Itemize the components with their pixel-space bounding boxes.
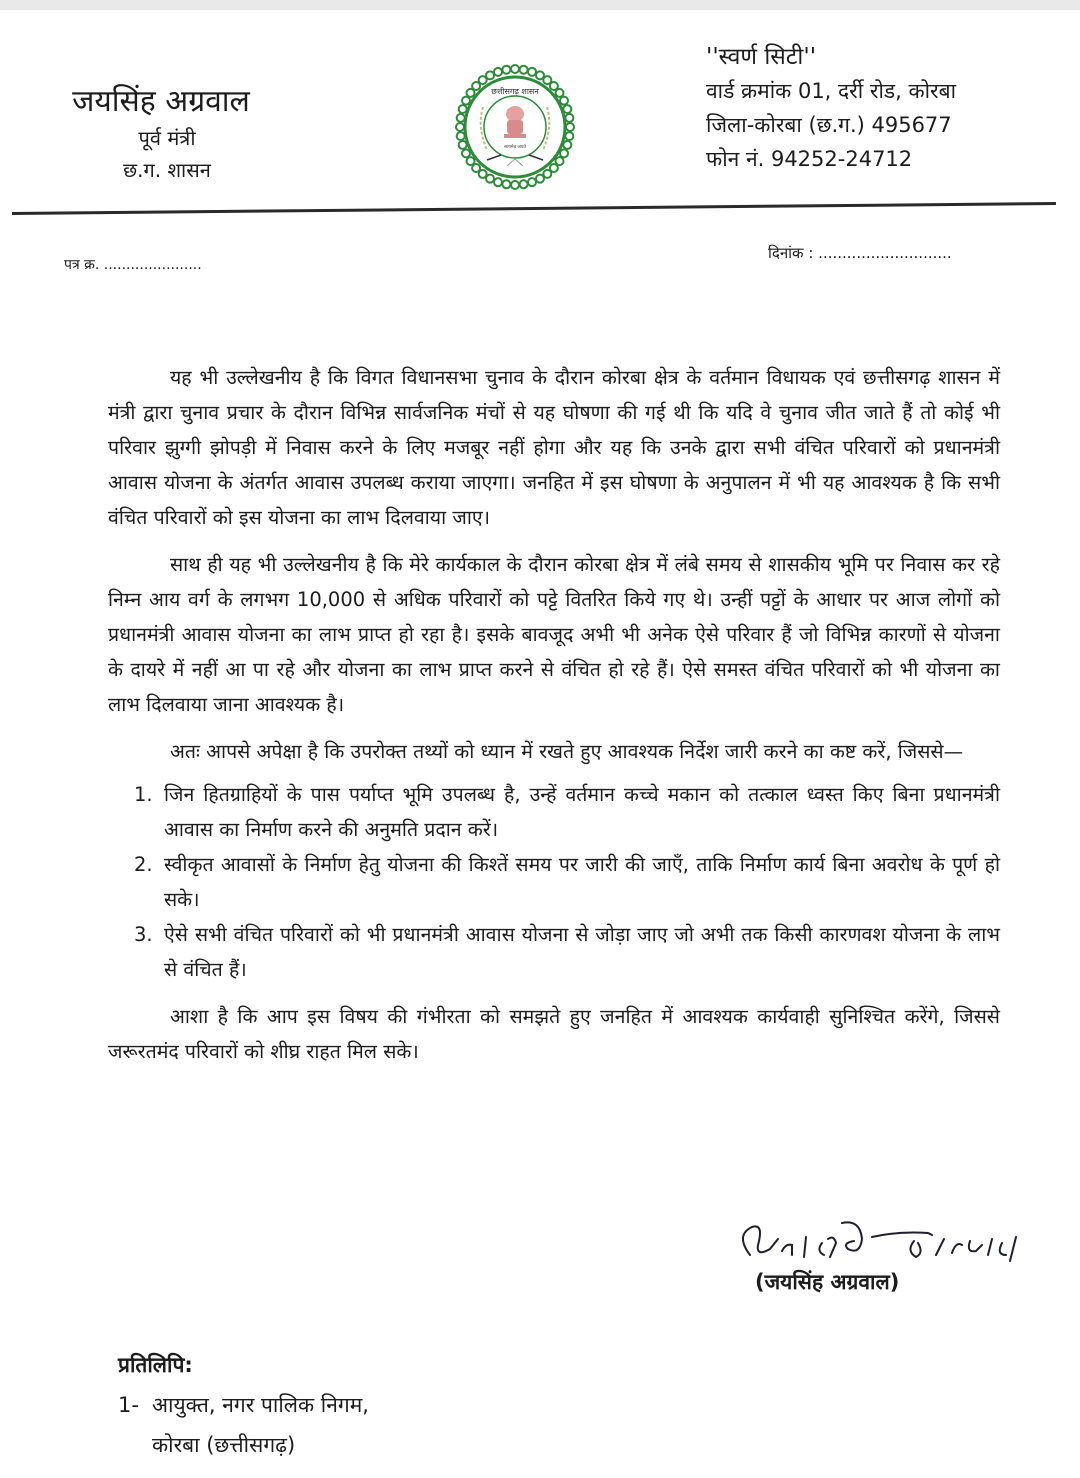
letter-body (108, 360, 1000, 1081)
emblem-scallop (457, 114, 465, 122)
emblem-scallop (565, 114, 573, 122)
emblem-scallop (565, 132, 573, 140)
sender-office: छ.ग. शासन (123, 158, 211, 182)
emblem-scallop (536, 175, 544, 183)
address-line-1: वार्ड क्रमांक 01, दर्री रोड, कोरबा (706, 79, 957, 103)
list-item-text: स्वीकृत आवासों के निर्माण हेतु योजना की किश्तें समय पर जारी की जाएँ, ताकि निर्माण कार्य बिना अवरोध के पूर्ण हो सके। (164, 853, 1000, 911)
emblem-scallop (456, 123, 464, 131)
emblem-scallop (511, 181, 519, 189)
government-emblem-icon (455, 62, 575, 192)
address-venue: ''स्वर्ण सिटी'' (706, 44, 817, 70)
reference-number: पत्र क्र. ...................... (64, 257, 202, 273)
list-item-number: 1. (134, 783, 153, 806)
signatory-name: (जयसिंह अग्रवाल) (755, 1270, 900, 1294)
emblem-scallop (486, 71, 494, 79)
emblem-scallop (462, 149, 470, 157)
list-item-text: ऐसे सभी वंचित परिवारों को भी प्रधानमंत्री आवास योजना से जोड़ा जाए जो अभी तक किसी कारणवश योजना के लाभ से वंचित हैं। (164, 923, 1000, 981)
emblem-scallop (528, 178, 536, 186)
emblem-scallop (502, 180, 510, 188)
list-item (108, 917, 1000, 987)
emblem-scallop (457, 132, 465, 140)
emblem-scallop (511, 65, 519, 73)
list-item (108, 777, 1000, 847)
copy-to-recipient: आयुक्त, नगर पालिक निगम, (152, 1393, 369, 1417)
copy-to-number: 1- (118, 1393, 139, 1417)
emblem-scallop (520, 180, 528, 188)
copy-to-item (118, 1385, 369, 1425)
emblem-scallop (566, 123, 574, 131)
emblem-scallop (494, 68, 502, 76)
emblem-scallop (528, 68, 536, 76)
body-paragraph: अतः आपसे अपेक्षा है कि उपरोक्त तथ्यों को ध्यान में रखते हुए आवश्यक निर्देश जारी करने का कष्ट करें, जिससे— (170, 740, 964, 763)
body-paragraph: यह भी उल्लेखनीय है कि विगत विधानसभा चुनाव के दौरान कोरबा क्षेत्र के वर्तमान विधायक एवं छत्तीसगढ़ शासन में मंत्री द्वारा चुनाव प्रचार के दौरान विभिन्न सार्वजनिक मंचों से यह घोषणा की गई थी कि यदि वे चुनाव जीत जाते हैं तो कोई भी परिवार झुग्गी झोपड़ी में निवास करने के लिए मजबूर नहीं होगा और यह कि उनके द्वारा सभी वंचित परिवारों को प्रधानमंत्री आवास योजना के अंतर्गत आवास उपलब्ध कराया जाएगा। जनहित में इस घोषणा के अनुपालन में भी यह आवश्यक है कि सभी वंचित परिवारों को इस योजना का लाभ दिलवाया जाए। (108, 366, 1000, 529)
sender-block (62, 82, 272, 186)
emblem-scallop (563, 141, 571, 149)
letter-page (0, 10, 1080, 1478)
emblem-scallop (467, 157, 475, 165)
list-item-number: 2. (134, 853, 153, 876)
svg-text:सत्यमेव जयते: सत्यमेव जयते (503, 145, 527, 150)
emblem-scallop (563, 105, 571, 113)
list-item-text: जिन हितग्राहियों के पास पर्याप्त भूमि उपलब्ध है, उन्हें वर्तमान कच्चे मकान को तत्काल ध्वस्त किए बिना प्रधानमंत्री आवास का निर्माण करने की अनुमति प्रदान करें। (164, 783, 1000, 841)
request-list (108, 777, 1000, 987)
emblem-scallop (560, 149, 568, 157)
emblem-scallop (459, 141, 467, 149)
copy-to-heading: प्रतिलिपि: (118, 1353, 193, 1377)
copy-to-block (118, 1345, 369, 1465)
emblem-scallop (494, 178, 502, 186)
svg-text:छत्तीसगढ़ शासन: छत्तीसगढ़ शासन (491, 87, 539, 96)
emblem-scallop (560, 97, 568, 105)
emblem-scallop (502, 66, 510, 74)
emblem-scallop (520, 66, 528, 74)
closing-paragraph: आशा है कि आप इस विषय की गंभीरता को समझते हुए जनहित में आवश्यक कार्यवाही सुनिश्चित करेंगे, जिससे जरूरतमंद परिवारों को शीघ्र राहत मिल सके। (108, 1005, 1000, 1063)
body-paragraph: साथ ही यह भी उल्लेखनीय है कि मेरे कार्यकाल के दौरान कोरबा क्षेत्र में लंबे समय से शासकीय भूमि पर निवास कर रहे निम्न आय वर्ग के लगभग 10,000 से अधिक परिवारों को पट्टे वितरित किये गए थे। उन्हीं पट्टों के आधार पर आज लोगों को प्रधानमंत्री आवास योजना का लाभ प्राप्त हो रहा है। इसके बावजूद अभी भी अनेक ऐसे परिवार हैं जो विभिन्न कारणों से योजना के दायरे में नहीं आ पा रहे और योजना का लाभ प्राप्त करने से वंचित हो रहे हैं। ऐसे समस्त वंचित परिवारों को भी योजना का लाभ दिलवाया जाना आवश्यक है। (108, 553, 1000, 716)
sender-name: जयसिंह अग्रवाल (72, 84, 250, 119)
date-field: दिनांक : ............................ (768, 244, 952, 262)
address-line-2: जिला-कोरबा (छ.ग.) 495677 (706, 113, 952, 137)
address-block (706, 40, 956, 176)
emblem-scallop (462, 97, 470, 105)
emblem-scallop (555, 89, 563, 97)
letterhead-divider (12, 202, 1056, 215)
list-item (108, 847, 1000, 917)
emblem-scallop (459, 105, 467, 113)
copy-to-recipient-location: कोरबा (छत्तीसगढ़) (152, 1433, 296, 1457)
sender-designation: पूर्व मंत्री (138, 126, 196, 150)
list-item-number: 3. (134, 923, 153, 946)
address-phone: फोन नं. 94252-24712 (706, 147, 913, 171)
